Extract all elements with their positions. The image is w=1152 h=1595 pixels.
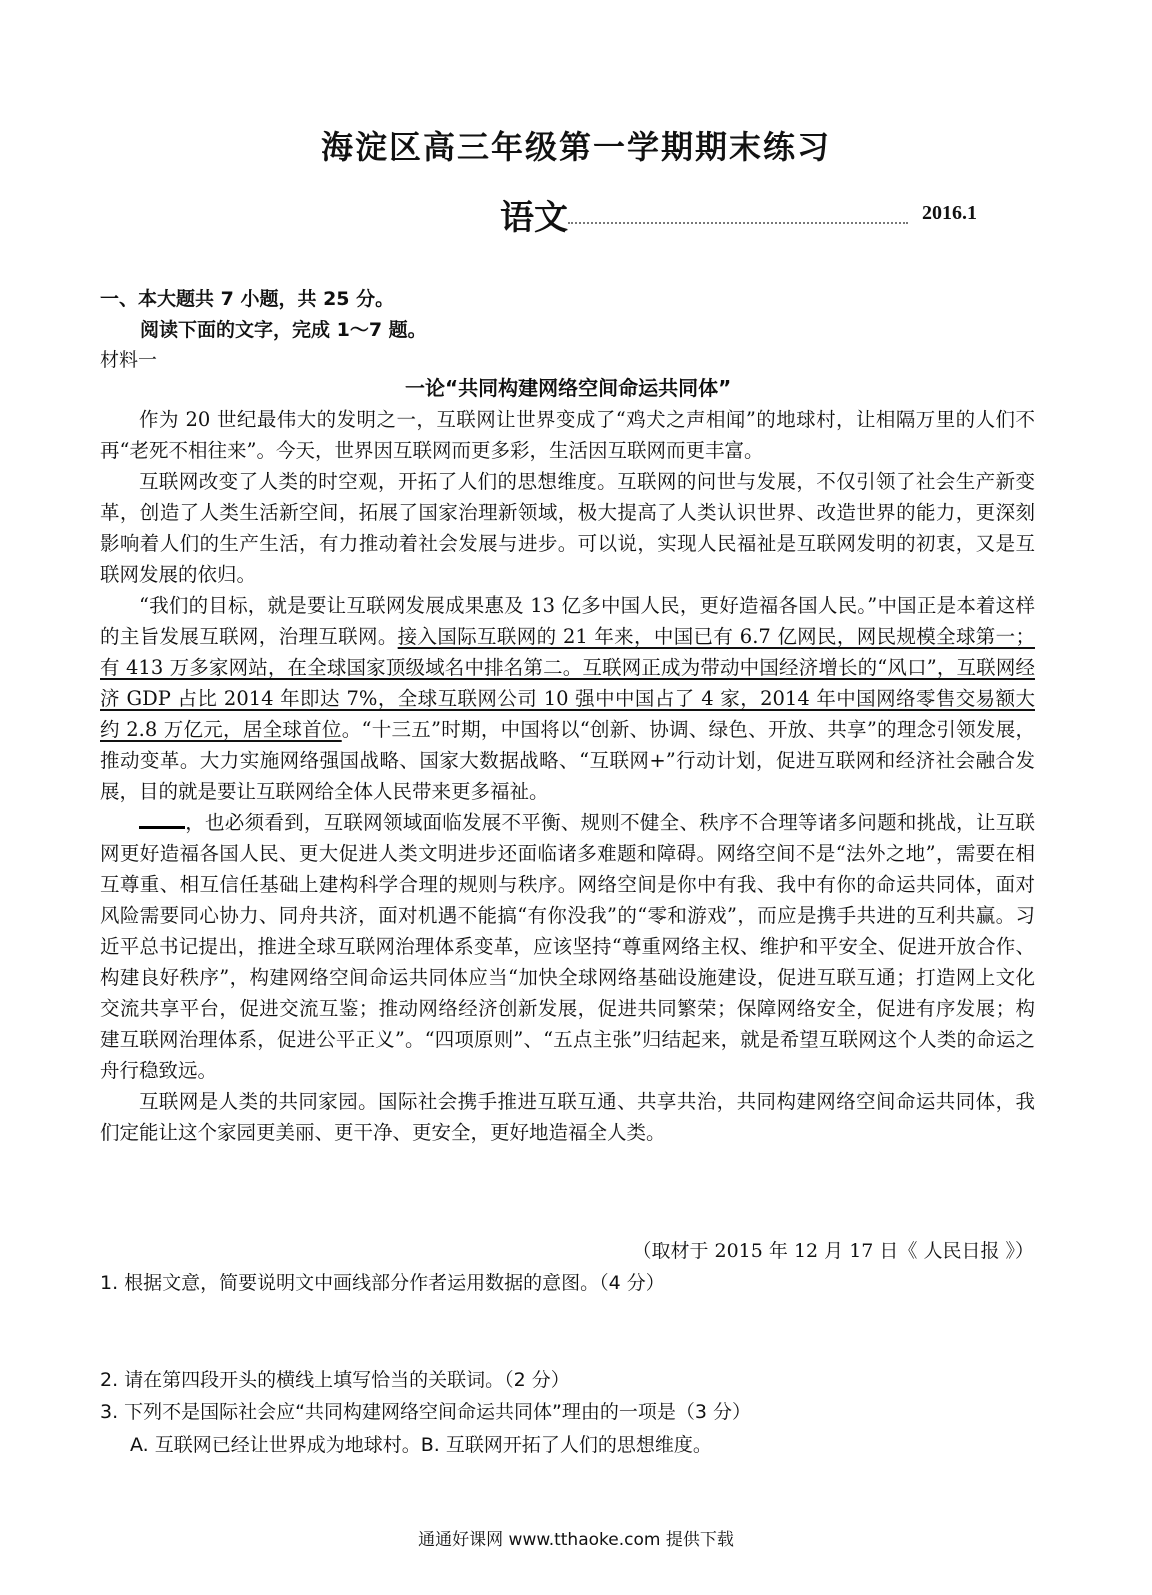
paragraph-4-text: ，也必须看到，互联网领域面临发展不平衡、规则不健全、秩序不合理等诸多问题和挑战，让互联网更好造福各国人民、更大促进人类文明进步还面临诸多难题和障碍。网络空间不是“法外之地”，需要在相互尊重、相互信任基础上建构科学合理的规则与秩序。网络空间是你中有我、我中有你的命运共同体，面对风险需要同心协力、同舟共济，面对机遇不能搞“有你没我”的“零和游戏”，而应是携手共进的互利共赢。习近平总书记提出，推进全球互联网治理体系变革，应该坚持“尊重网络主权、维护和平安全、促进开放合作、构建良好秩序”，构建网络空间命运共同体应当“加快全球网络基础设施建设，促进互联互通；打造网上文化交流共享平台，促进交流互鉴；推动网络经济创新发展，促进共同繁荣；保障网络安全，促进有序发展；构建互联网治理体系，促进公平正义”。“四项原则”、“五点主张”归结起来，就是希望互联网这个人类的命运之舟行稳致远。 [100, 811, 1035, 1082]
article-source: （取材于 2015 年 12 月 17 日《 人民日报 》） [632, 1240, 1034, 1262]
question-3: 3. 下列不是国际社会应“共同构建网络空间命运共同体”理由的一项是（3 分） [100, 1401, 751, 1423]
paragraph-5: 互联网是人类的共同家园。国际社会携手推进互联互通、共享共治，共同构建网络空间命运共同体，我们定能让这个家园更美丽、更干净、更安全，更好地造福全人类。 [100, 1090, 1035, 1144]
section-instruction: 阅读下面的文字，完成 1～7 题。 [140, 319, 427, 341]
material-label: 材料一 [100, 349, 158, 371]
underlined-data-passage: 接入国际互联网的 21 年来，中国已有 6.7 亿网民，网民规模全球第一；有 413 万多家网站，在全球国家顶级域名中排名第二。互联网正成为带动中国经济增长的“风口”，互联网经济 GDP 占比 2014 年即达 7%，全球互联网公司 10 强中中国占了 4 家，2014 年中国网络零售交易额大约 2.8 万亿元，居全球首位 [100, 625, 1035, 741]
exam-date: 2016.1 [922, 202, 977, 224]
footer-credit: 通通好课网 www.tthaoke.com 提供下载 [418, 1530, 734, 1550]
exam-title: 海淀区高三年级第一学期期末练习 [320, 128, 831, 166]
paragraph-3-tail: 。“十三五”时期，中国将以“创新、协调、绿色、开放、共享”的理念引领发展，推动变革。大力实施网络强国战略、国家大数据战略、“互联网+”行动计划，促进互联网和经济社会融合发展，目的就是要让互联网给全体人民带来更多福祉。 [100, 718, 1035, 803]
paragraph-3-lead: “我们的目标，就是要让互联网发展成果惠及 13 亿多中国人民，更好造福各国人民。”中国正是本着这样的主旨发展互联网，治理互联网。 [100, 594, 1035, 648]
question-2: 2. 请在第四段开头的横线上填写恰当的关联词。（2 分） [100, 1369, 570, 1391]
article-body [100, 404, 1035, 1148]
paragraph-4 [100, 807, 1035, 1086]
paragraph-2: 互联网改变了人类的时空观，开拓了人们的思想维度。互联网的问世与发展，不仅引领了社会生产新变革，创造了人类生活新空间，拓展了国家治理新领域，极大提高了人类认识世界、改造世界的能力，更深刻影响着人们的生产生活，有力推动着社会发展与进步。可以说，实现人民福祉是互联网发明的初衷，又是互联网发展的依归。 [100, 470, 1035, 586]
paragraph-1: 作为 20 世纪最伟大的发明之一，互联网让世界变成了“鸡犬之声相闻”的地球村，让相隔万里的人们不再“老死不相往来”。今天，世界因互联网而更多彩，生活因互联网而更丰富。 [100, 408, 1035, 462]
section-heading: 一、本大题共 7 小题，共 25 分。 [100, 288, 395, 310]
question-1: 1. 根据文意，简要说明文中画线部分作者运用数据的意图。（4 分） [100, 1272, 665, 1294]
dotted-leader [568, 220, 908, 224]
subject-label: 语文 [500, 198, 568, 238]
fill-in-blank [139, 808, 185, 829]
article-title: 一论“共同构建网络空间命运共同体” [405, 376, 732, 400]
question-3-options: A. 互联网已经让世界成为地球村。B. 互联网开拓了人们的思想维度。 [130, 1434, 712, 1456]
paragraph-3 [100, 590, 1035, 807]
subject-row [0, 190, 1152, 238]
